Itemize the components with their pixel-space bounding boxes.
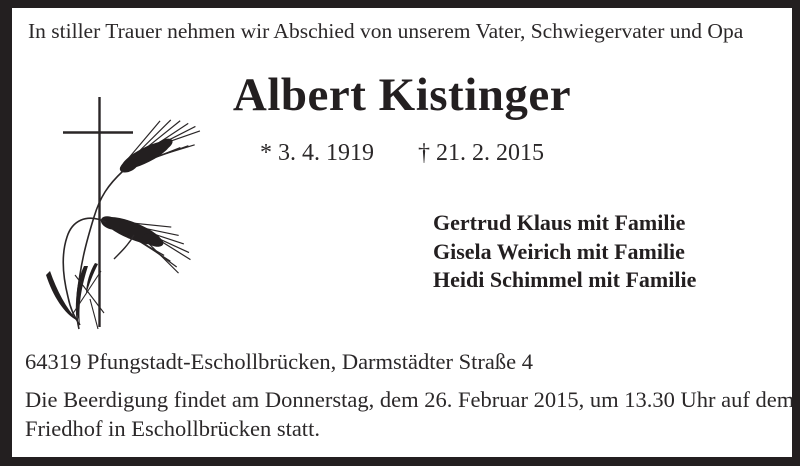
death-date: † 21. 2. 2015 <box>418 140 544 166</box>
mourner-line: Heidi Schimmel mit Familie <box>433 267 697 292</box>
deceased-name: Albert Kistinger <box>232 69 572 121</box>
wheat-leaf-center <box>76 266 88 325</box>
birth-date: * 3. 4. 1919 <box>260 140 374 166</box>
funeral-info <box>25 386 794 443</box>
funeral-info-line: Friedhof in Eschollbrücken statt. <box>25 415 320 441</box>
life-dates <box>12 140 792 167</box>
mourner-line: Gisela Weirich mit Familie <box>433 238 685 264</box>
wheat-ear-lower <box>93 202 199 276</box>
intro-line: In stiller Trauer nehmen wir Abschied von unserem Vater, Schwiegervater und Opa <box>28 19 744 43</box>
cross-wheat-illustration <box>30 85 205 333</box>
mourners-list <box>433 209 696 295</box>
address-line: 64319 Pfungstadt-Eschollbrücken, Darmstädter Straße 4 <box>25 349 534 374</box>
wheat-blade-small <box>114 235 134 259</box>
mourner-line: Gertrud Klaus mit Familie <box>433 210 686 235</box>
funeral-info-line: Die Beerdigung findet am Donnerstag, dem 26. Februar 2015, um 13.30 Uhr auf dem <box>25 387 795 412</box>
